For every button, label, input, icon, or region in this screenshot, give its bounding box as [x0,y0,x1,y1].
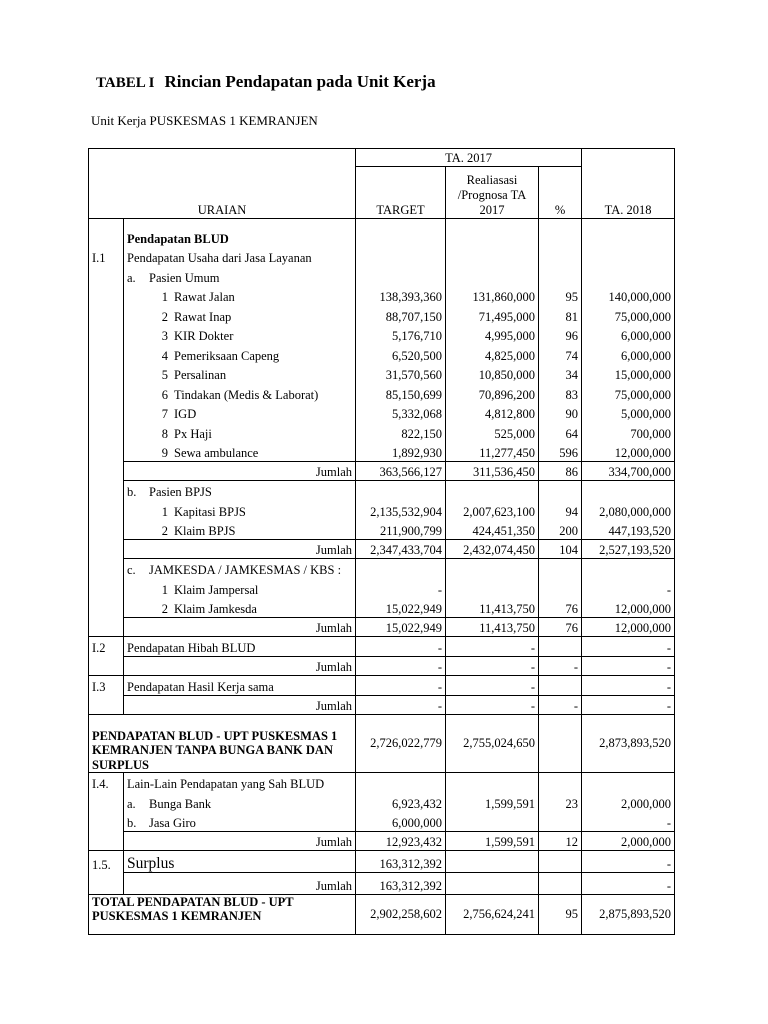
item-number: 1 [161,290,168,305]
cell-ta2018: 12,000,000 [582,598,675,618]
table-row [89,364,675,384]
subtotal-ta2018: 12,000,000 [582,617,675,637]
subtotal-ta2018: 334,700,000 [582,461,675,481]
header-target: TARGET [356,167,446,219]
blud-subtotal-row [89,715,675,773]
table-title [96,72,436,92]
subtotal-label: Jumlah [124,461,356,481]
cell-ta2018: 75,000,000 [582,383,675,403]
grand-total-row [89,895,675,935]
cell-ta2018: 6,000,000 [582,325,675,345]
subtotal-row [89,539,675,559]
item-name: Jasa Giro [149,815,196,830]
cell-pct: 83 [539,383,582,403]
subtotal-realisasi: 311,536,450 [446,461,539,481]
grand-total-realisasi: 2,756,624,241 [446,895,539,935]
item-number: 6 [161,387,168,402]
cell-pct: 74 [539,344,582,364]
cell-target: 5,332,068 [356,403,446,423]
cell-realisasi: 2,007,623,100 [446,500,539,520]
table-row [89,383,675,403]
group-a-name: Pasien Umum [149,270,220,285]
cell-pct [539,578,582,598]
row-label-surplus: Surplus [124,851,356,873]
cell-ta2018: 15,000,000 [582,364,675,384]
cell-ta2018: 2,000,000 [582,792,675,812]
cell-pct [539,851,582,873]
subtotal-pct: 86 [539,461,582,481]
item-letter: a. [127,796,136,811]
item-name: Rawat Inap [174,309,232,324]
subtotal-row [89,461,675,481]
cell-pct: 596 [539,442,582,462]
subtotal-row [89,831,675,851]
cell-ta2018: 140,000,000 [582,286,675,306]
cell-ta2018: 700,000 [582,422,675,442]
cell-realisasi [446,812,539,832]
subtotal-label: Jumlah [124,831,356,851]
table-row [89,422,675,442]
table-row [89,578,675,598]
subtotal-realisasi: - [446,656,539,676]
row-label-i4: Lain-Lain Pendapatan yang Sah BLUD [124,773,356,793]
cell-target: 2,726,022,779 [356,715,446,773]
cell-target: 5,176,710 [356,325,446,345]
subtotal-label: Jumlah [124,873,356,895]
table-row [89,676,675,696]
subtotal-row [89,656,675,676]
table-row [89,792,675,812]
cell-target: 15,022,949 [356,598,446,618]
item-name: Sewa ambulance [174,445,259,460]
cell-target: - [356,637,446,657]
cell-target: 85,150,699 [356,383,446,403]
group-b-label [124,481,356,501]
cell-ta2018: 2,080,000,000 [582,500,675,520]
cell-pct: 200 [539,520,582,540]
cell-ta2018: 5,000,000 [582,403,675,423]
grand-total-pct: 95 [539,895,582,935]
subtotal-target: - [356,695,446,715]
revenue-table-container [88,148,674,935]
header-ta2018: TA. 2018 [582,149,675,219]
item-name: Persalinan [174,368,227,383]
cell-realisasi: 131,860,000 [446,286,539,306]
subtotal-ta2018: 2,000,000 [582,831,675,851]
cell-pct: 76 [539,598,582,618]
item-name: Pemeriksaan Capeng [174,348,280,363]
item-name: Klaim BPJS [174,523,236,538]
item-name: Kapitasi BPJS [174,504,246,519]
table-row [89,812,675,832]
cell-pct: 96 [539,325,582,345]
subtotal-pct: - [539,656,582,676]
cell-ta2018: 6,000,000 [582,344,675,364]
subtotal-realisasi: 2,432,074,450 [446,539,539,559]
cell-target: 138,393,360 [356,286,446,306]
subtotal-realisasi [446,873,539,895]
item-name: Bunga Bank [149,796,212,811]
cell-target: 2,135,532,904 [356,500,446,520]
cell-realisasi [446,578,539,598]
row-code [89,227,124,247]
cell-ta2018: 447,193,520 [582,520,675,540]
grand-total-label: TOTAL PENDAPATAN BLUD - UPT PUSKESMAS 1 KEMRANJEN [89,895,356,935]
cell-realisasi: - [446,637,539,657]
row-label-i2: Pendapatan Hibah BLUD [124,637,356,657]
cell-target: - [356,578,446,598]
grand-total-ta2018: 2,875,893,520 [582,895,675,935]
item-number: 2 [161,309,168,324]
item-name: Klaim Jamkesda [174,601,257,616]
cell-pct [539,637,582,657]
cell-realisasi: 71,495,000 [446,305,539,325]
cell-realisasi: 4,812,800 [446,403,539,423]
cell-ta2018: - [582,812,675,832]
table-row [89,344,675,364]
cell-pct: 94 [539,500,582,520]
item-number: 1 [161,504,168,519]
table-row [89,520,675,540]
cell-target: 6,000,000 [356,812,446,832]
cell-realisasi: 70,896,200 [446,383,539,403]
subtotal-row [89,873,675,895]
cell-target: 822,150 [356,422,446,442]
item-number: 2 [161,523,168,538]
cell-target: 163,312,392 [356,851,446,873]
revenue-table [88,148,675,935]
cell-target: 31,570,560 [356,364,446,384]
cell-target: 6,520,500 [356,344,446,364]
row-code-i3: I.3 [89,676,124,696]
cell-ta2018: - [582,637,675,657]
cell-ta2018: - [582,578,675,598]
cell-pct: 81 [539,305,582,325]
cell-pct: 34 [539,364,582,384]
cell-realisasi: 2,755,024,650 [446,715,539,773]
item-name: Px Haji [174,426,212,441]
subtotal-target: - [356,656,446,676]
subtotal-realisasi: 11,413,750 [446,617,539,637]
subtotal-row [89,695,675,715]
header-pct: % [539,167,582,219]
item-number: 8 [161,426,168,441]
blud-subtotal-label: PENDAPATAN BLUD - UPT PUSKESMAS 1 KEMRANJEN TANPA BUNGA BANK DAN SURPLUS [89,715,356,773]
row-code-i4: I.4. [89,773,124,793]
cell-realisasi: 4,825,000 [446,344,539,364]
cell-target: 211,900,799 [356,520,446,540]
subtotal-label: Jumlah [124,695,356,715]
item-name: Tindakan (Medis & Laborat) [174,387,319,402]
subtotal-pct: 12 [539,831,582,851]
row-code-i2: I.2 [89,637,124,657]
item-name: Rawat Jalan [174,290,235,305]
table-row [89,500,675,520]
item-name: KIR Dokter [174,329,234,344]
table-row [89,637,675,657]
section-blud-title: Pendapatan BLUD [124,227,356,247]
subtotal-pct: 76 [539,617,582,637]
cell-realisasi: 10,850,000 [446,364,539,384]
group-c-name: JAMKESDA / JAMKESMAS / KBS : [149,563,342,578]
table-row [89,325,675,345]
cell-target: 6,923,432 [356,792,446,812]
subtotal-row [89,617,675,637]
subtotal-realisasi: 1,599,591 [446,831,539,851]
subtotal-ta2018: 2,527,193,520 [582,539,675,559]
group-b-letter: b. [127,485,137,500]
item-number: 7 [161,407,168,422]
subtotal-target: 2,347,433,704 [356,539,446,559]
subtotal-label: Jumlah [124,539,356,559]
header-realisasi: Realiasasi /Prognosa TA 2017 [446,167,539,219]
subtotal-label: Jumlah [124,617,356,637]
subtotal-label: Jumlah [124,656,356,676]
subtotal-pct: - [539,695,582,715]
header-uraian: URAIAN [89,149,356,219]
table-title-text: Rincian Pendapatan pada Unit Kerja [164,72,436,91]
cell-target: 88,707,150 [356,305,446,325]
group-c-letter: c. [127,563,136,578]
table-row [89,851,675,873]
grand-total-target: 2,902,258,602 [356,895,446,935]
table-row [89,403,675,423]
cell-ta2018: 12,000,000 [582,442,675,462]
table-row [89,598,675,618]
row-code-surplus: 1.5. [89,851,124,873]
cell-realisasi: 1,599,591 [446,792,539,812]
subtotal-target: 163,312,392 [356,873,446,895]
cell-target: 1,892,930 [356,442,446,462]
cell-pct: 95 [539,286,582,306]
subtotal-ta2018: - [582,695,675,715]
row-label-i3: Pendapatan Hasil Kerja sama [124,676,356,696]
cell-ta2018: 2,873,893,520 [582,715,675,773]
subtotal-ta2018: - [582,873,675,895]
cell-pct: 23 [539,792,582,812]
table-row [89,442,675,462]
subtotal-ta2018: - [582,656,675,676]
group-b-name: Pasien BPJS [149,485,212,500]
item-name: Klaim Jampersal [174,582,259,597]
item-number: 3 [161,329,168,344]
row-code-i1: I.1 [89,247,124,267]
cell-realisasi: - [446,676,539,696]
subtotal-pct: 104 [539,539,582,559]
cell-target: - [356,676,446,696]
cell-pct: 64 [539,422,582,442]
cell-pct [539,715,582,773]
row-label-i1: Pendapatan Usaha dari Jasa Layanan [124,247,356,267]
item-number: 1 [161,582,168,597]
subtotal-pct [539,873,582,895]
cell-pct [539,812,582,832]
table-number: TABEL I [96,75,155,91]
cell-realisasi: 424,451,350 [446,520,539,540]
subtotal-target: 12,923,432 [356,831,446,851]
item-number: 9 [161,445,168,460]
item-number: 5 [161,368,168,383]
cell-realisasi [446,851,539,873]
unit-label: Unit Kerja PUSKESMAS 1 KEMRANJEN [91,113,318,128]
item-number: 2 [161,601,168,616]
group-c-label [124,559,356,579]
item-number: 4 [161,348,168,363]
cell-realisasi: 11,277,450 [446,442,539,462]
group-a-letter: a. [127,270,136,285]
cell-realisasi: 4,995,000 [446,325,539,345]
table-row [89,286,675,306]
cell-ta2018: - [582,851,675,873]
item-name: IGD [174,407,197,422]
cell-pct: 90 [539,403,582,423]
cell-realisasi: 525,000 [446,422,539,442]
subtotal-target: 15,022,949 [356,617,446,637]
subtotal-realisasi: - [446,695,539,715]
cell-realisasi: 11,413,750 [446,598,539,618]
item-letter: b. [127,815,137,830]
cell-ta2018: - [582,676,675,696]
group-a-label [124,266,356,286]
cell-pct [539,676,582,696]
table-row [89,305,675,325]
cell-ta2018: 75,000,000 [582,305,675,325]
header-ta2017: TA. 2017 [356,149,582,167]
subtotal-target: 363,566,127 [356,461,446,481]
